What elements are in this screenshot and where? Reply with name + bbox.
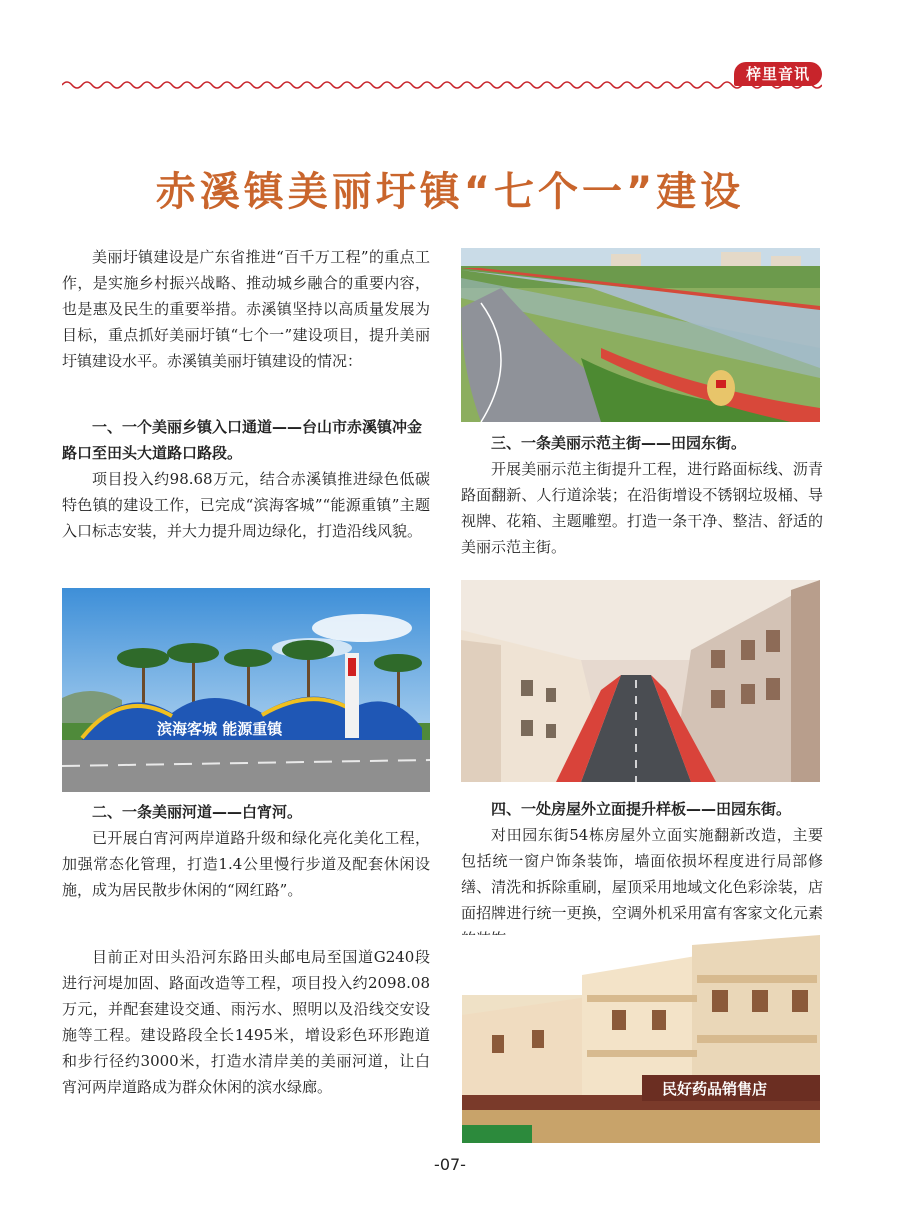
facade-photo xyxy=(462,935,820,1143)
section1-body: 项目投入约98.68万元，结合赤溪镇推进绿色低碳特色镇的建设工作，已完成“滨海客城”“能源重镇”主题入口标志安装，并大力提升周边绿化，打造沿线风貌。 xyxy=(62,470,430,540)
riverside-road-photo xyxy=(461,248,820,422)
section-tag: 梓里音讯 xyxy=(734,62,822,86)
section4-body: 对田园东街54栋房屋外立面实施翻新改造，主要包括统一窗户饰条装饰，墙面依损坏程度进行局部修缮、清洗和拆除重刷，屋顶采用地域文化色彩涂装，店面招牌进行统一更换，空调外机采用富有客家文化元素 xyxy=(461,826,823,922)
page-title: 赤溪镇美丽圩镇“七个一”建设 xyxy=(155,169,745,215)
header-wave-rule xyxy=(62,78,822,92)
main-street-photo xyxy=(461,580,820,782)
page-number: -07- xyxy=(434,1155,466,1174)
section3-body: 开展美丽示范主街提升工程，进行路面标线、沥青路面翻新、人行道涂装；在沿街增设不锈钢垃圾桶、导视牌、花箱、主题雕塑。打造一条干净、整洁、舒适的美丽示范主街。 xyxy=(461,460,823,556)
section2-body-1: 已开展白宵河两岸道路升级和绿化亮化美化工程，加强常态化管理，打造1.4公里慢行步道及配套休闲设施，成为居民散步休闲的“网红路”。 xyxy=(62,829,430,899)
entrance-sign-text: 滨海客城 能源重镇 xyxy=(157,720,283,738)
shop-sign-text: 民好药品销售店 xyxy=(662,1080,768,1098)
intro-paragraph: 美丽圩镇建设是广东省推进“百千万工程”的重点工作，是实施乡村振兴战略、推动城乡融合的重要内容，也是惠及民生的重要举措。赤溪镇坚持以高质量发展为目标，重点抓好美丽圩镇“七个一”建设项目，提升美丽圩镇建设水平。赤溪镇美丽圩镇建设的情况： xyxy=(62,248,430,370)
section2-heading: 二、一条美丽河道——白宵河。 xyxy=(92,803,303,821)
section1-heading: 一、一个美丽乡镇入口通道——台山市赤溪镇冲金路口至田头大道路口路段。 xyxy=(62,418,423,462)
section3-heading: 三、一条美丽示范主街——田园东街。 xyxy=(491,434,747,452)
section2-body-2: 目前正对田头沿河东路田头邮电局至国道G240段进行河堤加固、路面改造等工程，项目投入约2098.08万元，并配套建设交通、雨污水、照明以及沿线交安设施等工程。建设路段全长1495米，增设彩色环形跑道和步行径约3000米，打造水清岸美的美丽河道，让白宵河两岸道路成为群众休闲的滨水绿廊。 xyxy=(62,948,430,1096)
section4-heading: 四、一处房屋外立面提升样板——田园东街。 xyxy=(491,800,792,818)
entrance-sign-photo xyxy=(62,588,430,792)
